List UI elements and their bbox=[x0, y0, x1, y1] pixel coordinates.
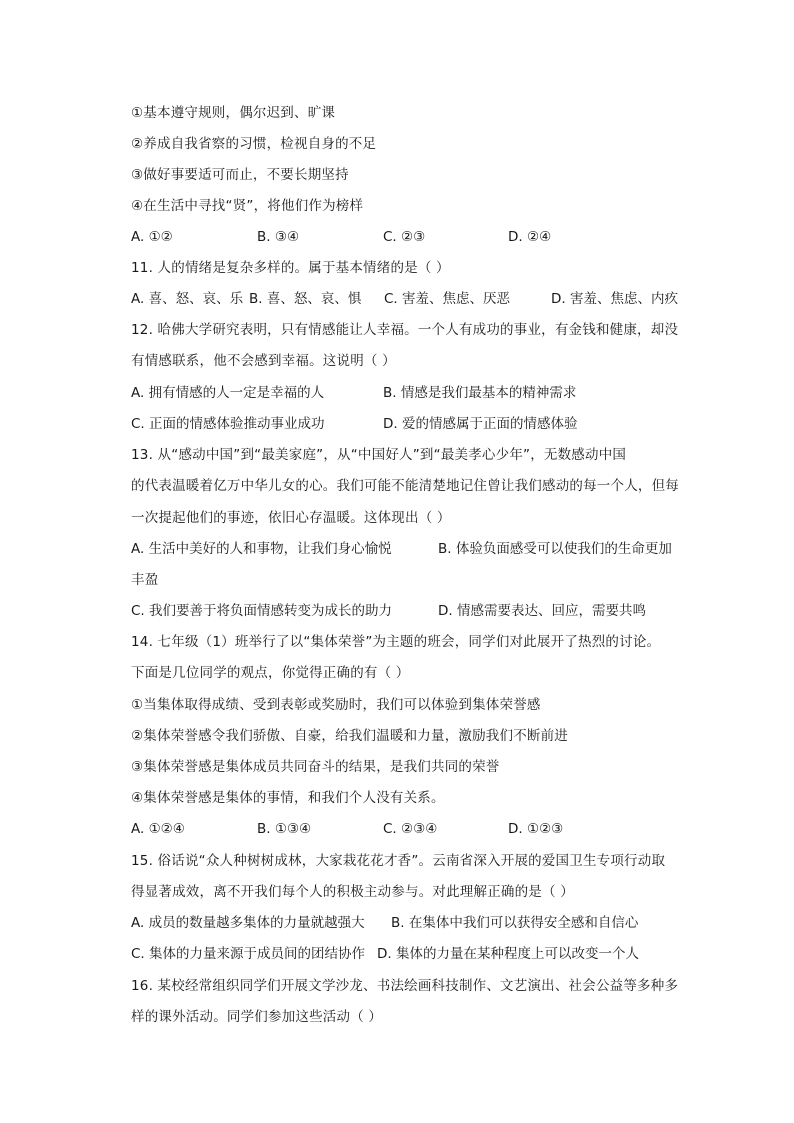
q14-item-1: ①当集体取得成绩、受到表彰或奖励时，我们可以体验到集体荣誉感 bbox=[131, 697, 541, 713]
q14-item-2: ②集体荣誉感令我们骄傲、自豪，给我们温暖和力量，激励我们不断前进 bbox=[131, 728, 569, 744]
q10-item-2: ②养成自我省察的习惯，检视自身的不足 bbox=[131, 136, 377, 152]
q13-option-d: D. 情感需要表达、回应，需要共鸣 bbox=[438, 603, 646, 619]
q12-stem-line2: 有情感联系，他不会感到幸福。这说明（ ） bbox=[131, 353, 396, 369]
q15-option-a: A. 成员的数量越多集体的力量就越强大 bbox=[131, 915, 365, 931]
q14-option-d: D. ①②③ bbox=[508, 821, 564, 837]
q14-item-4: ④集体荣誉感是集体的事情，和我们个人没有关系。 bbox=[131, 790, 445, 806]
q14-stem-line1: 14. 七年级（1）班举行了以“集体荣誉”为主题的班会，同学们对此展开了热烈的讨论。 bbox=[131, 634, 661, 650]
q10-item-1: ①基本遵守规则，偶尔迟到、旷课 bbox=[131, 105, 336, 121]
q15-stem-line1: 15. 俗话说“众人种树树成林，大家栽花花才香”。云南省深入开展的爱国卫生专项行动取 bbox=[131, 853, 666, 869]
q13-stem-line3: 一次提起他们的事迹，依旧心存温暖。这体现出（ ） bbox=[131, 510, 451, 526]
q14-stem-line2: 下面是几位同学的观点，你觉得正确的有（ ） bbox=[131, 665, 410, 681]
q15-option-b: B. 在集体中我们可以获得安全感和自信心 bbox=[391, 915, 639, 931]
q13-option-c: C. 我们要善于将负面情感转变为成长的助力 bbox=[131, 603, 393, 619]
q10-item-4: ④在生活中寻找“贤”，将他们作为榜样 bbox=[131, 198, 364, 214]
q13-stem-line2: 的代表温暖着亿万中华儿女的心。我们可能不能清楚地记住曾让我们感动的每一个人，但每 bbox=[131, 478, 679, 494]
q11-option-b: B. 喜、怒、哀、惧 bbox=[249, 291, 362, 307]
q13-stem-line1: 13. 从“感动中国”到“最美家庭”，从“中国好人”到“最美孝心少年”，无数感动中国 bbox=[131, 447, 627, 463]
q10-item-3: ③做好事要适可而止，不要长期坚持 bbox=[131, 167, 349, 183]
q16-stem-line1: 16. 某校经常组织同学们开展文学沙龙、书法绘画科技制作、文艺演出、社会公益等多种多 bbox=[131, 978, 679, 994]
q14-option-c: C. ②③④ bbox=[383, 821, 438, 837]
q10-option-d: D. ②④ bbox=[508, 229, 552, 245]
q16-stem-line2: 样的课外活动。同学们参加这些活动（ ） bbox=[131, 1009, 383, 1025]
q15-option-d: D. 集体的力量在某种程度上可以改变一个人 bbox=[377, 946, 639, 962]
q12-stem-line1: 12. 哈佛大学研究表明，只有情感能让人幸福。一个人有成功的事业，有金钱和健康，却没 bbox=[131, 322, 679, 338]
q12-option-b: B. 情感是我们最基本的精神需求 bbox=[383, 385, 577, 401]
q14-option-a: A. ①②④ bbox=[131, 821, 185, 837]
q14-item-3: ③集体荣誉感是集体成员共同奋斗的结果，是我们共同的荣誉 bbox=[131, 759, 500, 775]
q12-option-d: D. 爱的情感属于正面的情感体验 bbox=[383, 416, 578, 432]
q13-option-a: A. 生活中美好的人和事物，让我们身心愉悦 bbox=[131, 541, 392, 557]
q14-option-b: B. ①③④ bbox=[257, 821, 312, 837]
q11-option-d: D. 害羞、焦虑、内疚 bbox=[551, 291, 678, 307]
q11-option-c: C. 害羞、焦虑、厌恶 bbox=[384, 291, 511, 307]
q13-option-b: B. 体验负面感受可以使我们的生命更加 bbox=[438, 541, 672, 557]
q12-option-c: C. 正面的情感体验推动事业成功 bbox=[131, 416, 325, 432]
q11-stem: 11. 人的情绪是复杂多样的。属于基本情绪的是（ ） bbox=[131, 260, 450, 276]
q12-option-a: A. 拥有情感的人一定是幸福的人 bbox=[131, 385, 325, 401]
q10-option-a: A. ①② bbox=[131, 229, 173, 245]
q15-option-c: C. 集体的力量来源于成员间的团结协作 bbox=[131, 946, 366, 962]
q15-stem-line2: 得显著成效，离不开我们每个人的积极主动参与。对此理解正确的是（ ） bbox=[131, 884, 574, 900]
q10-option-c: C. ②③ bbox=[383, 229, 426, 245]
q11-option-a: A. 喜、怒、哀、乐 bbox=[131, 291, 244, 307]
q13-option-b-continued: 丰盈 bbox=[131, 572, 159, 588]
q10-option-b: B. ③④ bbox=[257, 229, 300, 245]
